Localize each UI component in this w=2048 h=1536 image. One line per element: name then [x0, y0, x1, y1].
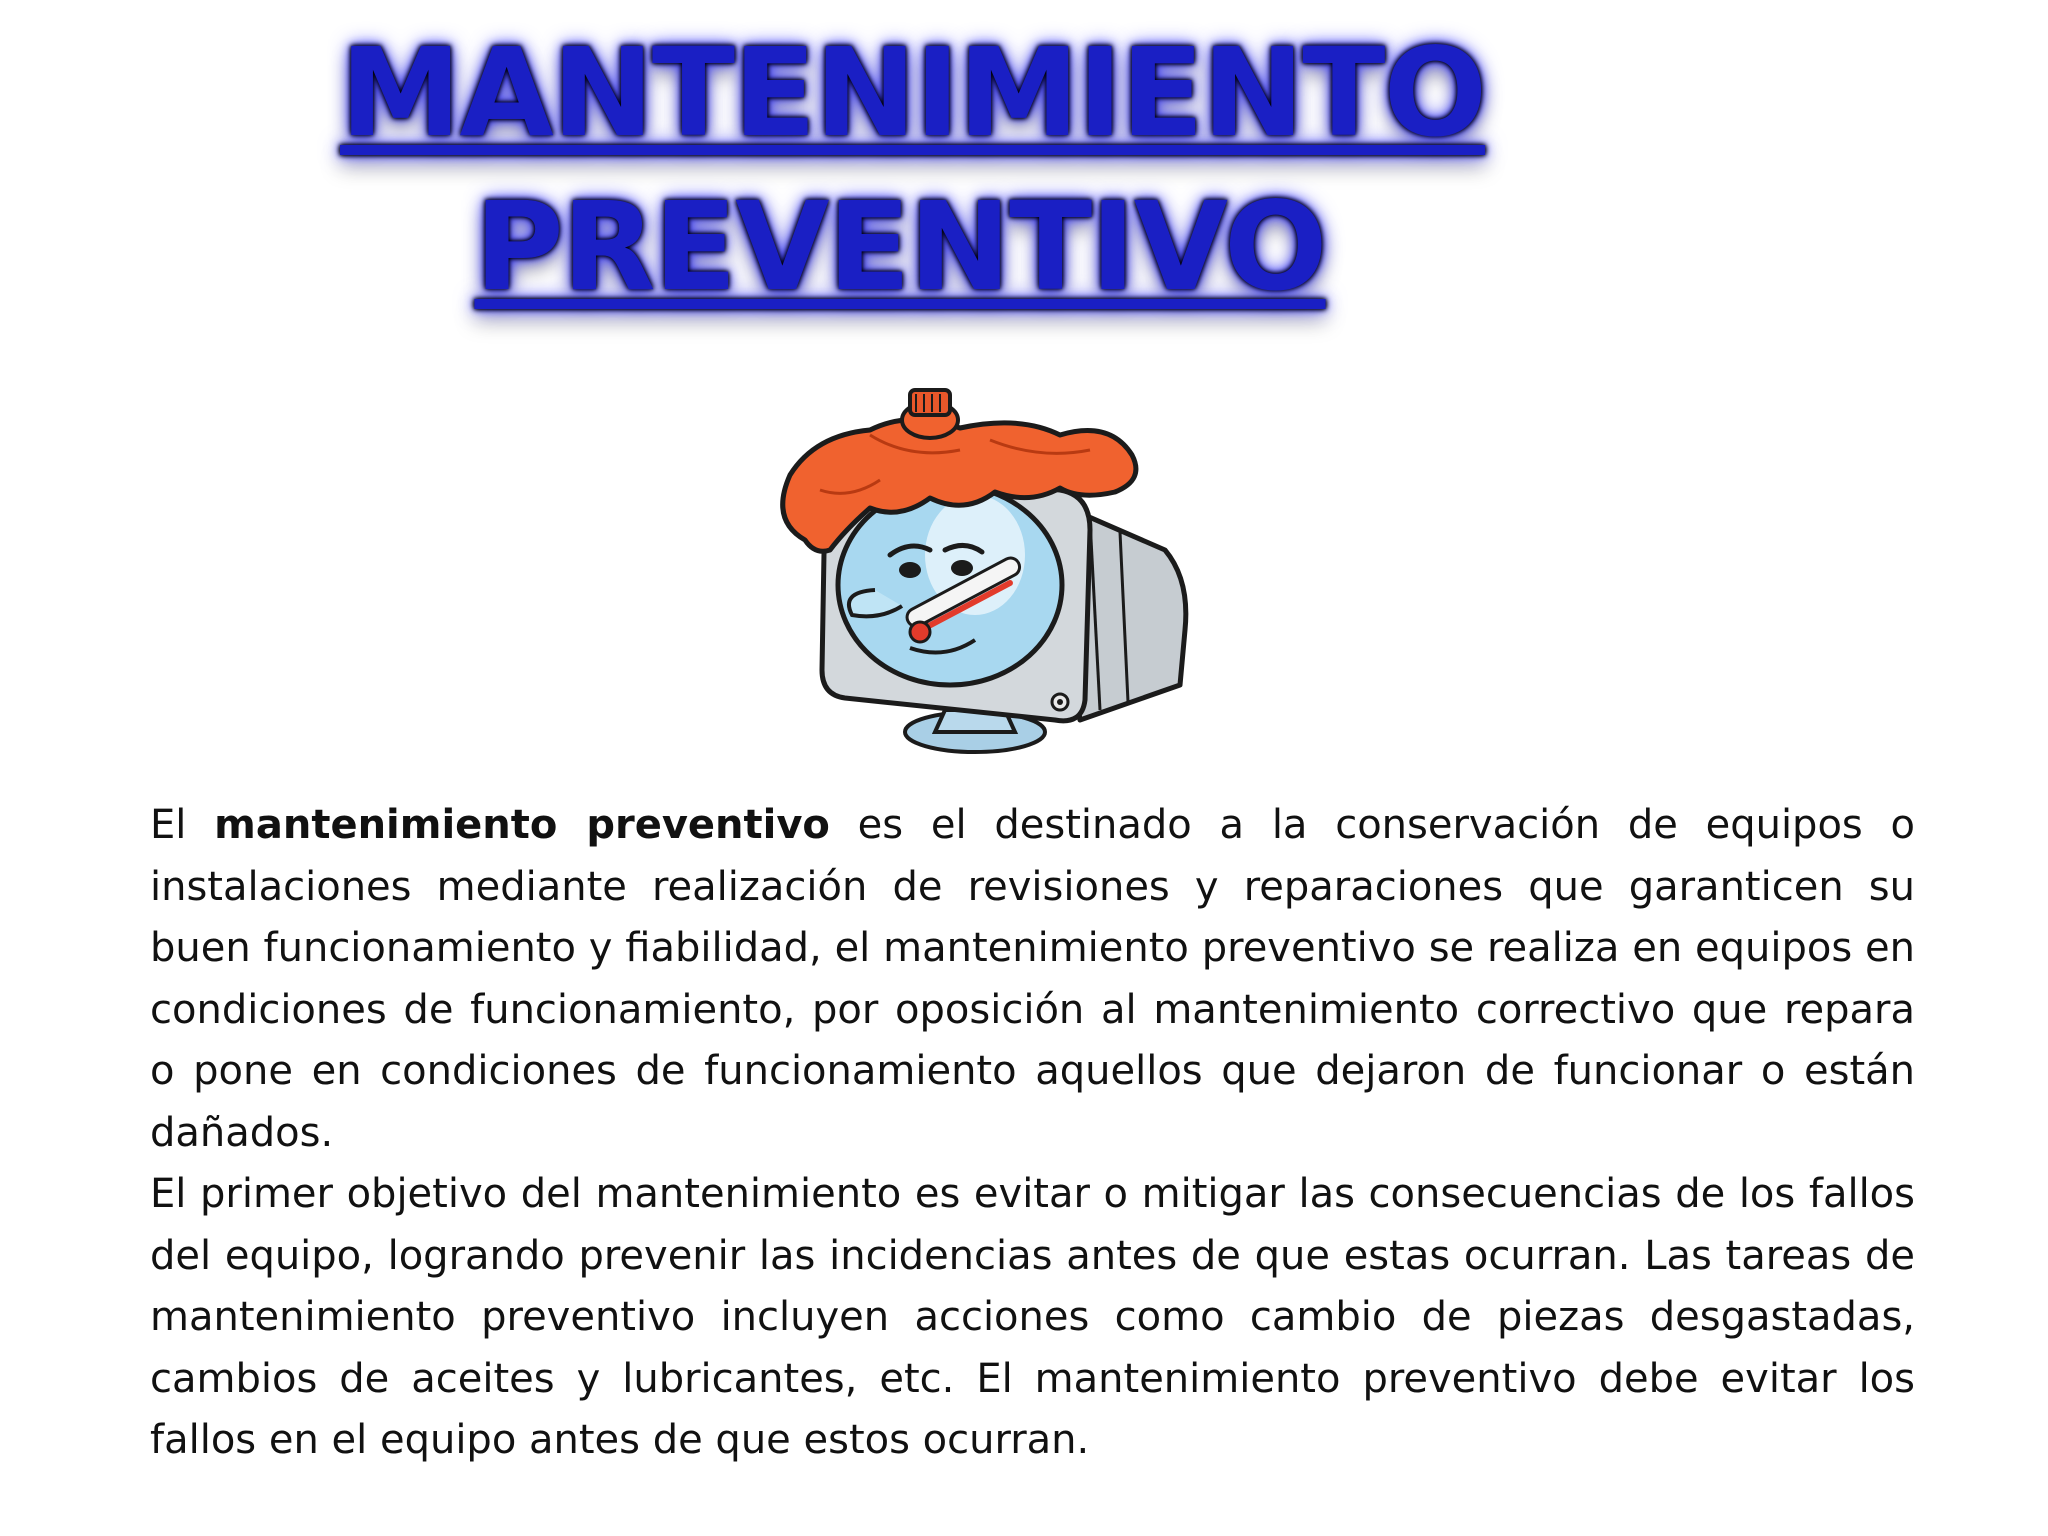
title-line-2: PREVENTIVO	[474, 176, 1326, 318]
page-title	[340, 18, 1486, 322]
sick-computer-monitor-icon	[760, 380, 1220, 780]
body-text	[150, 795, 1915, 1472]
paragraph-2: El primer objetivo del mantenimiento es evitar o mitigar las consecuencias de los fallos del equipo, logrando prevenir las incidencias antes de que estas ocurran. Las tareas de mantenimiento preventivo incluyen acciones como cambio de piezas desgastadas, cambios de aceites y lubricantes, etc. El mantenimiento preventivo debe evitar los fallos en el equipo antes de que estos ocurran.	[150, 1171, 1915, 1463]
bold-term: mantenimiento preventivo	[214, 802, 830, 848]
paragraph-1-rest: es el destinado a la conservación de equipos o instalaciones mediante realización de revisiones y reparaciones que garanticen su buen funcionamiento y fiabilidad, el mantenimiento preventivo se realiza en equipos en condiciones de funcionamiento, por oposición al mantenimiento correctivo que repara o pone en condiciones de funcionamiento aquellos que dejaron de funcionar o están dañados.	[150, 802, 1916, 1156]
title-line-1: MANTENIMIENTO	[340, 22, 1486, 164]
paragraph-1	[150, 795, 1915, 1164]
paragraph-1-start: El	[150, 802, 215, 848]
